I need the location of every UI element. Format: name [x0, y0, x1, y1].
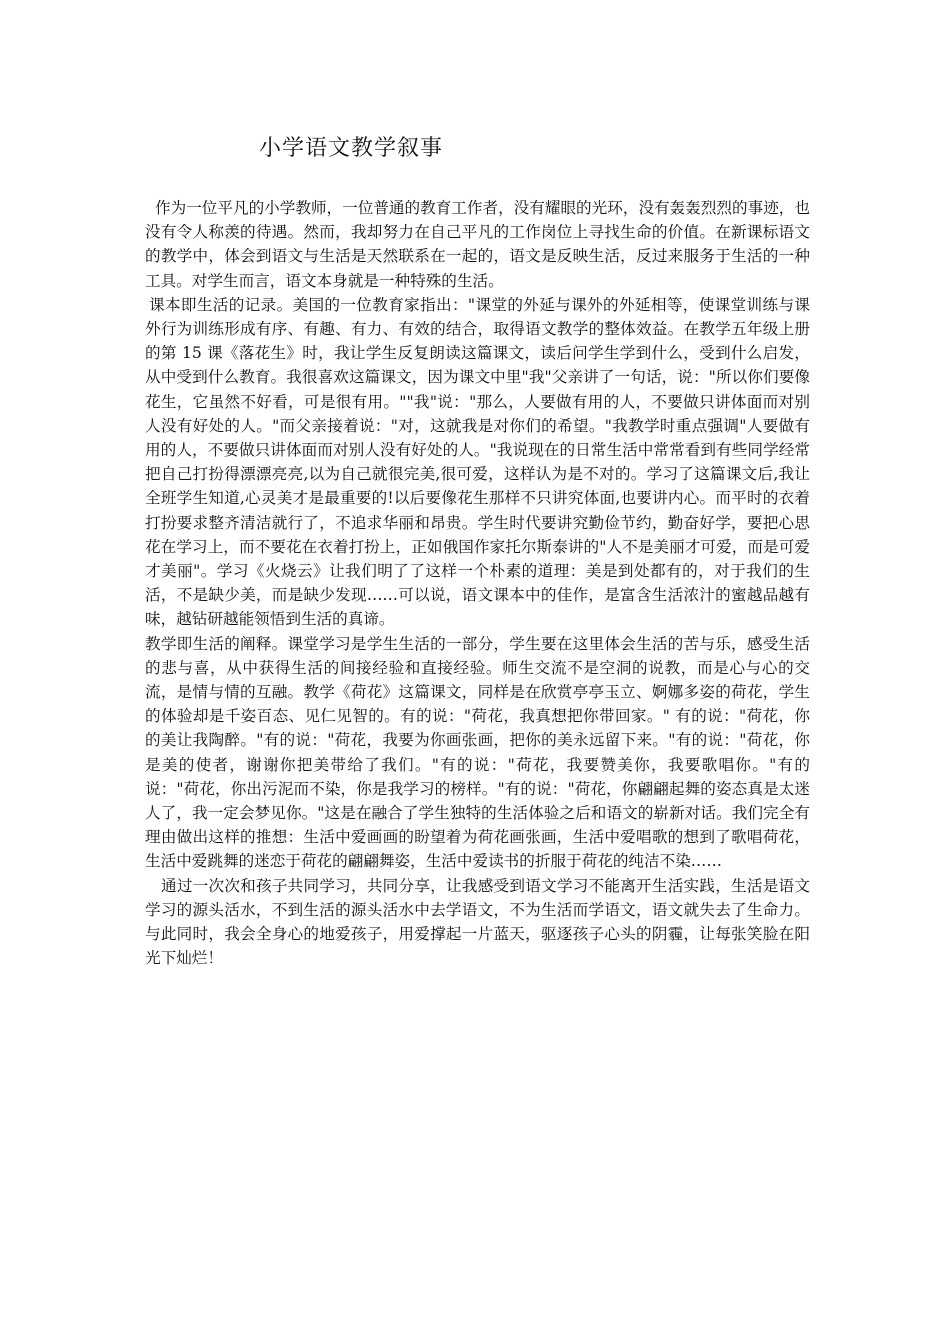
paragraph-teaching: 教学即生活的阐释。课堂学习是学生生活的一部分，学生要在这里体会生活的苦与乐，感受生活的悲与喜，从中获得生活的间接经验和直接经验。师生交流不是空洞的说教，而是心与心的交流，是情与情的互融。教学《荷花》这篇课文，同样是在欣赏亭亭玉立、婀娜多姿的荷花，学生的体验却是千姿百态、见仁见智的。有的说："荷花，我真想把你带回家。" 有的说："荷花，你的美让我陶醉。"有的说："荷花，我要为你画张画，把你的美永远留下来。"有的说："荷花，你是美的使者，谢谢你把美带给了我们。"有的说："荷花，我要赞美你，我要歌唱你。"有的说："荷花，你出污泥而不染，你是我学习的榜样。"有的说："荷花，你翩翩起舞的姿态真是太迷人了，我一定会梦见你。"这是在融合了学生独特的生活体验之后和语文的崭新对话。我们完全有理由做出这样的推想：生活中爱画画的盼望着为荷花画张画，生活中爱唱歌的想到了歌唱荷花，生活中爱跳舞的迷恋于荷花的翩翩舞姿，生活中爱读书的折服于荷花的纯洁不染……: [145, 634, 810, 871]
document-title: 小学语文教学叙事: [259, 136, 444, 161]
paragraph-textbook: 课本即生活的记录。美国的一位教育家指出："课堂的外延与课外的外延相等，使课堂训练与课外行为训练形成有序、有趣、有力、有效的结合，取得语文教学的整体效益。在教学五年级上册的第 15 课《落花生》时，我让学生反复朗读这篇课文，读后问学生学到什么，受到什么启发，从中受到什么教育。我很喜欢这篇课文，因为课文中里"我"父亲讲了一句话，说："所以你们要像花生，它虽然不好看，可是很有用。""我"说："那么，人要做有用的人，不要做只讲体面而对别人没有好处的人。"而父亲接着说："对，这就我是对你们的希望。"我教学时重点强调"人要做有用的人，不要做只讲体面而对别人没有好处的人。"我说现在的日常生活中常常看到有些同学经常把自己打扮得漂漂亮亮,以为自己就很完美,很可爱，这样认为是不对的。学习了这篇课文后,我让全班学生知道,心灵美才是最重要的!以后要像花生那样不只讲究体面,也要讲内心。而平时的衣着打扮要求整齐清洁就行了，不追求华丽和昂贵。学生时代要讲究勤俭节约，勤奋好学，要把心思花在学习上，而不要花在衣着打扮上，正如俄国作家托尔斯泰讲的"人不是美丽才可爱，而是可爱才美丽"。学习《火烧云》让我们明了了这样一个朴素的道理：美是到处都有的，对于我们的生活，不是缺少美，而是缺少发现……可以说，语文课本中的佳作，是富含生活浓汁的蜜越品越有味，越钻研越能领悟到生活的真谛。: [145, 295, 810, 629]
paragraph-intro: 作为一位平凡的小学教师，一位普通的教育工作者，没有耀眼的光环，没有轰轰烈烈的事迹，也没有令人称羡的待遇。然而，我却努力在自己平凡的工作岗位上寻找生命的价值。在新课标语文的教学中，体会到语文与生活是天然联系在一起的，语文是反映生活，反过来服务于生活的一种工具。对学生而言，语文本身就是一种特殊的生活。: [145, 199, 810, 290]
document-body: [145, 196, 810, 971]
paragraph-conclusion: 通过一次次和孩子共同学习，共同分享，让我感受到语文学习不能离开生活实践，生活是语文学习的源头活水，不到生活的源头活水中去学语文，不为生活而学语文，语文就失去了生命力。与此同时，我会全身心的地爱孩子，用爱撑起一片蓝天，驱逐孩子心头的阴霾，让每张笑脸在阳光下灿烂！: [145, 876, 810, 968]
